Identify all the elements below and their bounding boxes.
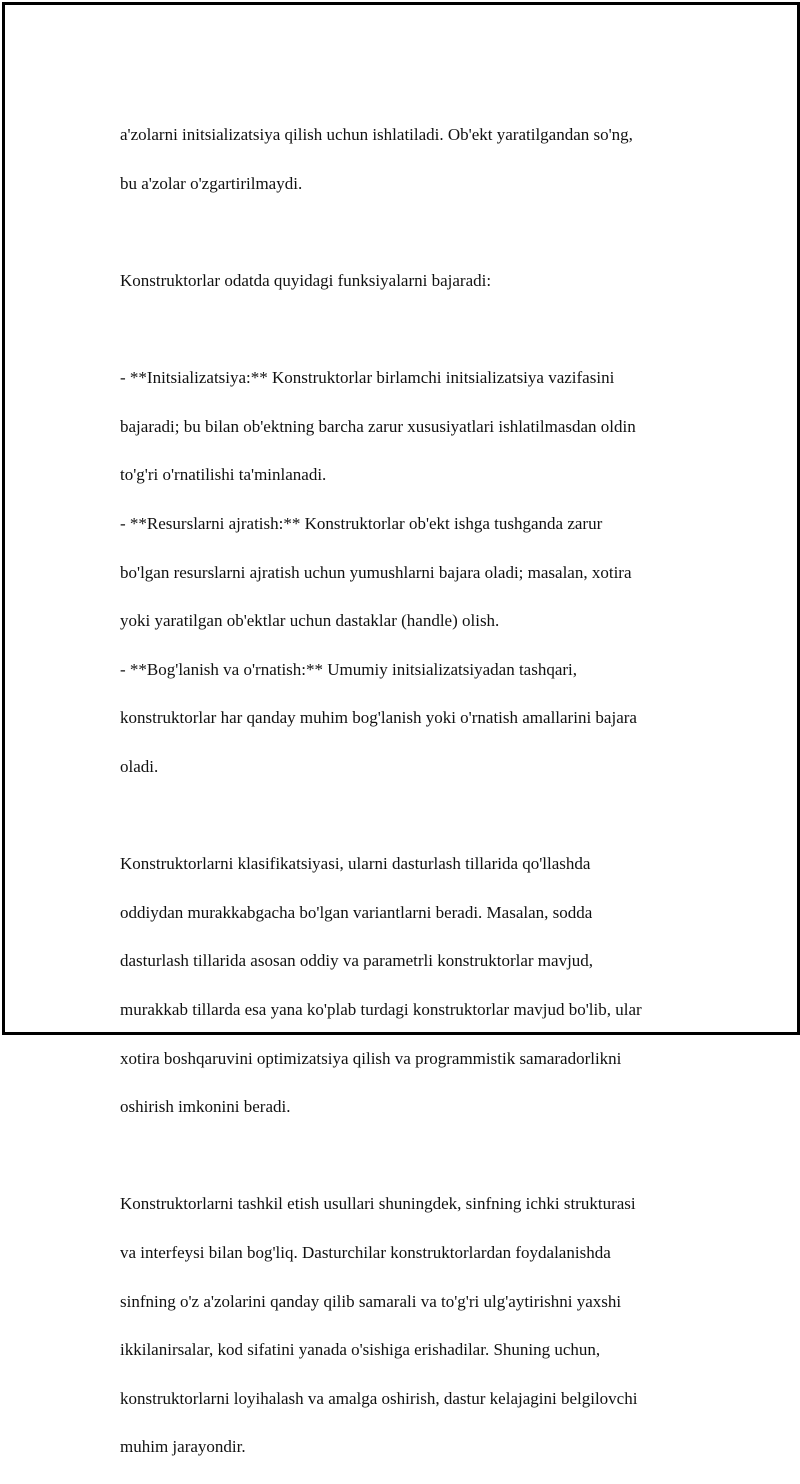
text-line: dasturlash tillarida asosan oddiy va parametrli konstruktorlar mavjud,	[120, 951, 594, 971]
text-line: konstruktorlarni loyihalash va amalga oshirish, dastur kelajagini belgilovchi	[120, 1388, 638, 1408]
paragraph-gap	[120, 318, 690, 342]
document-body	[120, 99, 690, 1484]
text-line: murakkab tillarda esa yana ko'plab turdagi konstruktorlar mavjud bo'lib, ular	[120, 999, 642, 1019]
text-line: oshirish imkonini beradi.	[120, 1097, 291, 1117]
paragraph-gap	[120, 1144, 690, 1168]
paragraph-classification	[120, 828, 690, 1144]
text-line: a'zolarni initsializatsiya qilish uchun ishlatiladi. Ob'ekt yaratilgandan so'ng,	[120, 125, 633, 145]
list-item-line: bajaradi; bu bilan ob'ektning barcha zarur xususiyatlari ishlatilmasdan oldin	[120, 416, 636, 436]
paragraph-intro-continuation	[120, 99, 690, 220]
paragraph-gap	[120, 804, 690, 828]
list-item-line: - **Initsializatsiya:** Konstruktorlar birlamchi initsializatsiya vazifasini	[120, 368, 615, 388]
list-item-line: konstruktorlar har qanday muhim bog'lanish yoki o'rnatish amallarini bajara	[120, 708, 637, 728]
list-item-line: to'g'ri o'rnatilishi ta'minlanadi.	[120, 465, 327, 485]
text-line: va interfeysi bilan bog'liq. Dasturchilar konstruktorlardan foydalanishda	[120, 1242, 611, 1262]
paragraph-functions-intro	[120, 245, 690, 318]
paragraph-organization	[120, 1168, 690, 1484]
text-line: bu a'zolar o'zgartirilmaydi.	[120, 173, 303, 193]
list-item-line: yoki yaratilgan ob'ektlar uchun dastaklar (handle) olish.	[120, 611, 500, 631]
paragraph-functions-list	[120, 342, 690, 804]
list-item-line: oladi.	[120, 757, 159, 777]
list-item-line: bo'lgan resurslarni ajratish uchun yumushlarni bajara oladi; masalan, xotira	[120, 562, 632, 582]
text-line: xotira boshqaruvini optimizatsiya qilish va programmistik samaradorlikni	[120, 1048, 622, 1068]
list-item-line: - **Bog'lanish va o'rnatish:** Umumiy initsializatsiyadan tashqari,	[120, 659, 578, 679]
text-line: Konstruktorlarni tashkil etish usullari shuningdek, sinfning ichki strukturasi	[120, 1194, 636, 1214]
text-line: oddiydan murakkabgacha bo'lgan variantlarni beradi. Masalan, sodda	[120, 902, 593, 922]
list-item-line: - **Resurslarni ajratish:** Konstruktorlar ob'ekt ishga tushganda zarur	[120, 514, 603, 534]
page-frame	[2, 2, 800, 1457]
paragraph-gap	[120, 220, 690, 244]
text-line: Konstruktorlarni klasifikatsiyasi, ularni dasturlash tillarida qo'llashda	[120, 854, 591, 874]
text-line: sinfning o'z a'zolarini qanday qilib samarali va to'g'ri ulg'aytirishni yaxshi	[120, 1291, 622, 1311]
text-line: Konstruktorlar odatda quyidagi funksiyalarni bajaradi:	[120, 271, 492, 291]
text-line: muhim jarayondir.	[120, 1437, 246, 1457]
text-line: ikkilanirsalar, kod sifatini yanada o'sishiga erishadilar. Shuning uchun,	[120, 1340, 601, 1360]
